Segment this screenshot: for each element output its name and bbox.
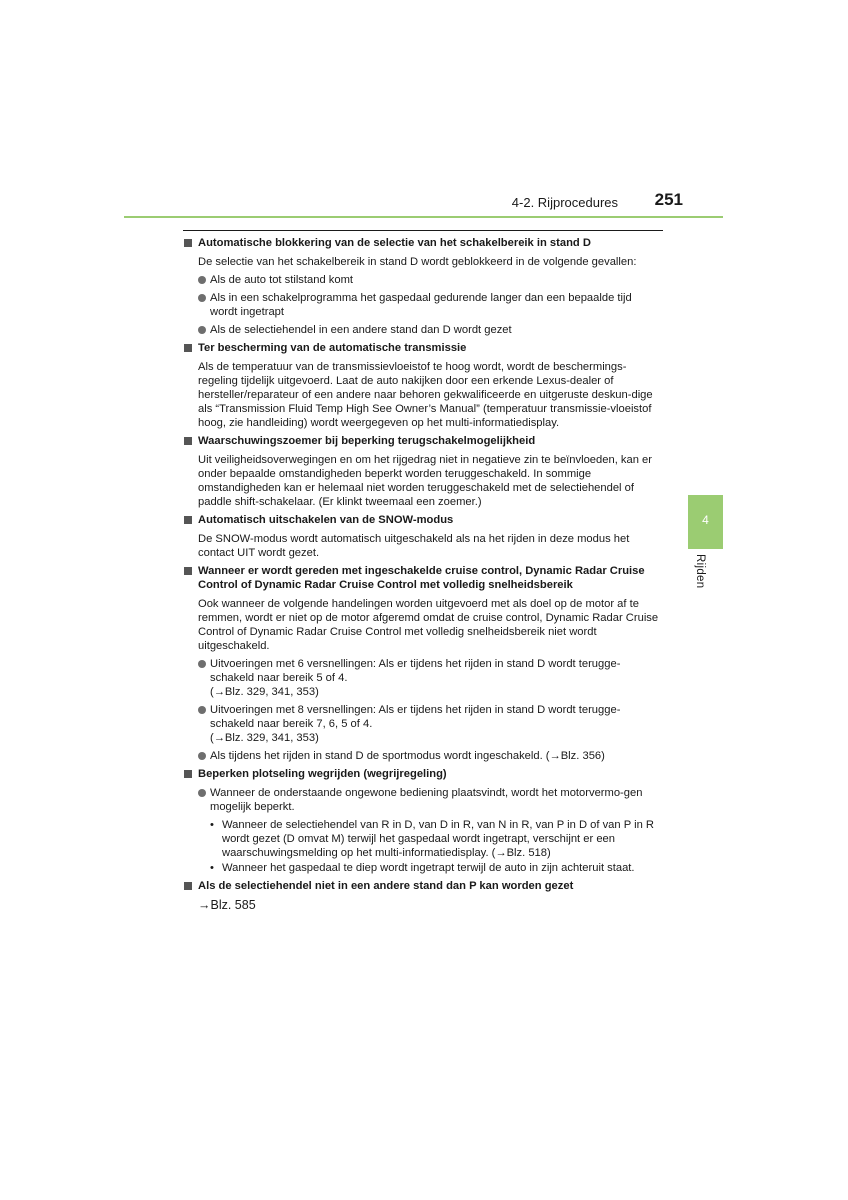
section-snow-mode (184, 513, 662, 560)
section-paragraph: De SNOW-modus wordt automatisch uitgeschakeld als na het rijden in deze modus het contact UIT wordt gezet. (198, 533, 630, 559)
section-downshift-buzzer (184, 434, 662, 509)
section-heading: Wanneer er wordt gereden met ingeschakelde cruise control, Dynamic Radar Cruise Control of Dynamic Radar Cruise Control met volledig snelheidsbereik (184, 564, 662, 592)
round-bullet-icon (198, 294, 206, 302)
section-paragraph: De selectie van het schakelbereik in stand D wordt geblokkeerd in de volgende gevallen: (198, 256, 637, 268)
page-content (184, 236, 662, 916)
page-number: 251 (654, 190, 683, 209)
sub-list-item: • Wanneer de selectiehendel van R in D, van D in R, van N in R, van P in D of van P in R wordt gezet (D omvat M) terwijl het gaspedaal wordt ingetrapt, verschijnt er een waarschuwingsmelding op het multi-informatiedisplay. (→Blz. 518) (210, 819, 654, 859)
square-bullet-icon (184, 239, 192, 247)
square-bullet-icon (184, 437, 192, 445)
section-paragraph: Uit veiligheidsoverwegingen en om het rijgedrag niet in negatieve zin te beïnvloeden, kan er onder bepaalde omstandigheden beperkt worden teruggeschakeld. In sommige omstandigheden kan er helemaal niet worden teruggeschakeld met de selectiehendel of paddle shift-schakelaar. (Er klinkt tweemaal een zoemer.) (198, 454, 653, 508)
section-paragraph: Als de temperatuur van de transmissievloeistof te hoog wordt, wordt de beschermings-regeling tijdelijk uitgevoerd. Laat de auto nakijken door een erkende Lexus-dealer of hersteller/reparateur of een andere naar behoren gekwalificeerde en uitgeruste deskun-dige als “Transmission Fluid Temp High See Owner’s Manual” (temperatuur transmissie-vloeistof hoog, zie handleiding) wordt weergegeven op het multi-informatiedisplay. (198, 361, 653, 429)
section-heading: Ter bescherming van de automatische transmissie (184, 341, 662, 355)
chapter-tab-number: 4 (702, 513, 709, 527)
square-bullet-icon (184, 344, 192, 352)
page-reference: (→Blz. 329, 341, 353) (210, 732, 319, 744)
list-item: Wanneer de onderstaande ongewone bediening plaatsvindt, wordt het motorvermo-gen mogelijk beperkt. (184, 786, 662, 814)
list-item: Als de selectiehendel in een andere stand dan D wordt gezet (184, 323, 662, 337)
page-reference: (→Blz. 329, 341, 353) (210, 686, 319, 698)
chapter-tab (688, 495, 723, 549)
list-item: Als tijdens het rijden in stand D de sportmodus wordt ingeschakeld. (→Blz. 356) (184, 749, 662, 763)
round-bullet-icon (198, 706, 206, 714)
sub-list-item: • Wanneer het gaspedaal te diep wordt ingetrapt terwijl de auto in zijn achteruit staat. (210, 862, 635, 874)
list-item: Als in een schakelprogramma het gaspedaal gedurende langer dan een bepaalde tijd wordt ingetrapt (184, 291, 662, 319)
chapter-section-title: 4-2. Rijprocedures (511, 195, 618, 210)
section-heading: Waarschuwingszoemer bij beperking terugschakelmogelijkheid (184, 434, 662, 448)
section-d-range-block (184, 236, 662, 337)
section-transmission-protection (184, 341, 662, 430)
square-bullet-icon (184, 770, 192, 778)
section-cruise-control (184, 564, 662, 763)
section-paragraph: Ook wanneer de volgende handelingen worden uitgevoerd met als doel op de motor af te remmen, wordt er niet op de motor afgeremd omdat de cruise control, Dynamic Radar Cruise Control of Dynamic Radar Cruise Control met volledig snelheidsbereik niet wordt uitgeschakeld. (198, 598, 659, 652)
round-bullet-icon (198, 276, 206, 284)
page-reference: →Blz. 585 (198, 898, 256, 912)
round-bullet-icon (198, 789, 206, 797)
dot-marker-icon: • (210, 819, 214, 831)
section-selector-stuck-in-p (184, 879, 662, 912)
section-heading: Beperken plotseling wegrijden (wegrijregeling) (184, 767, 662, 781)
round-bullet-icon (198, 326, 206, 334)
section-heading: Automatisch uitschakelen van de SNOW-modus (184, 513, 662, 527)
section-heading: Automatische blokkering van de selectie van het schakelbereik in stand D (184, 236, 662, 250)
list-item: Als de auto tot stilstand komt (184, 273, 662, 287)
round-bullet-icon (198, 752, 206, 760)
content-top-rule (183, 230, 663, 231)
section-drive-start-control (184, 767, 662, 875)
page-header (124, 190, 723, 220)
section-heading: Als de selectiehendel niet in een andere stand dan P kan worden gezet (184, 879, 662, 893)
square-bullet-icon (184, 882, 192, 890)
header-divider (124, 216, 723, 218)
round-bullet-icon (198, 660, 206, 668)
square-bullet-icon (184, 516, 192, 524)
chapter-tab-label: Rijden (694, 554, 706, 589)
dot-marker-icon: • (210, 862, 214, 874)
list-item: Uitvoeringen met 6 versnellingen: Als er tijdens het rijden in stand D wordt terugge-schakeld naar bereik 5 of 4. (→Blz. 329, 341, 353) (184, 657, 662, 699)
list-item: Uitvoeringen met 8 versnellingen: Als er tijdens het rijden in stand D wordt terugge-schakeld naar bereik 7, 6, 5 of 4. (→Blz. 329, 341, 353) (184, 703, 662, 745)
square-bullet-icon (184, 567, 192, 575)
